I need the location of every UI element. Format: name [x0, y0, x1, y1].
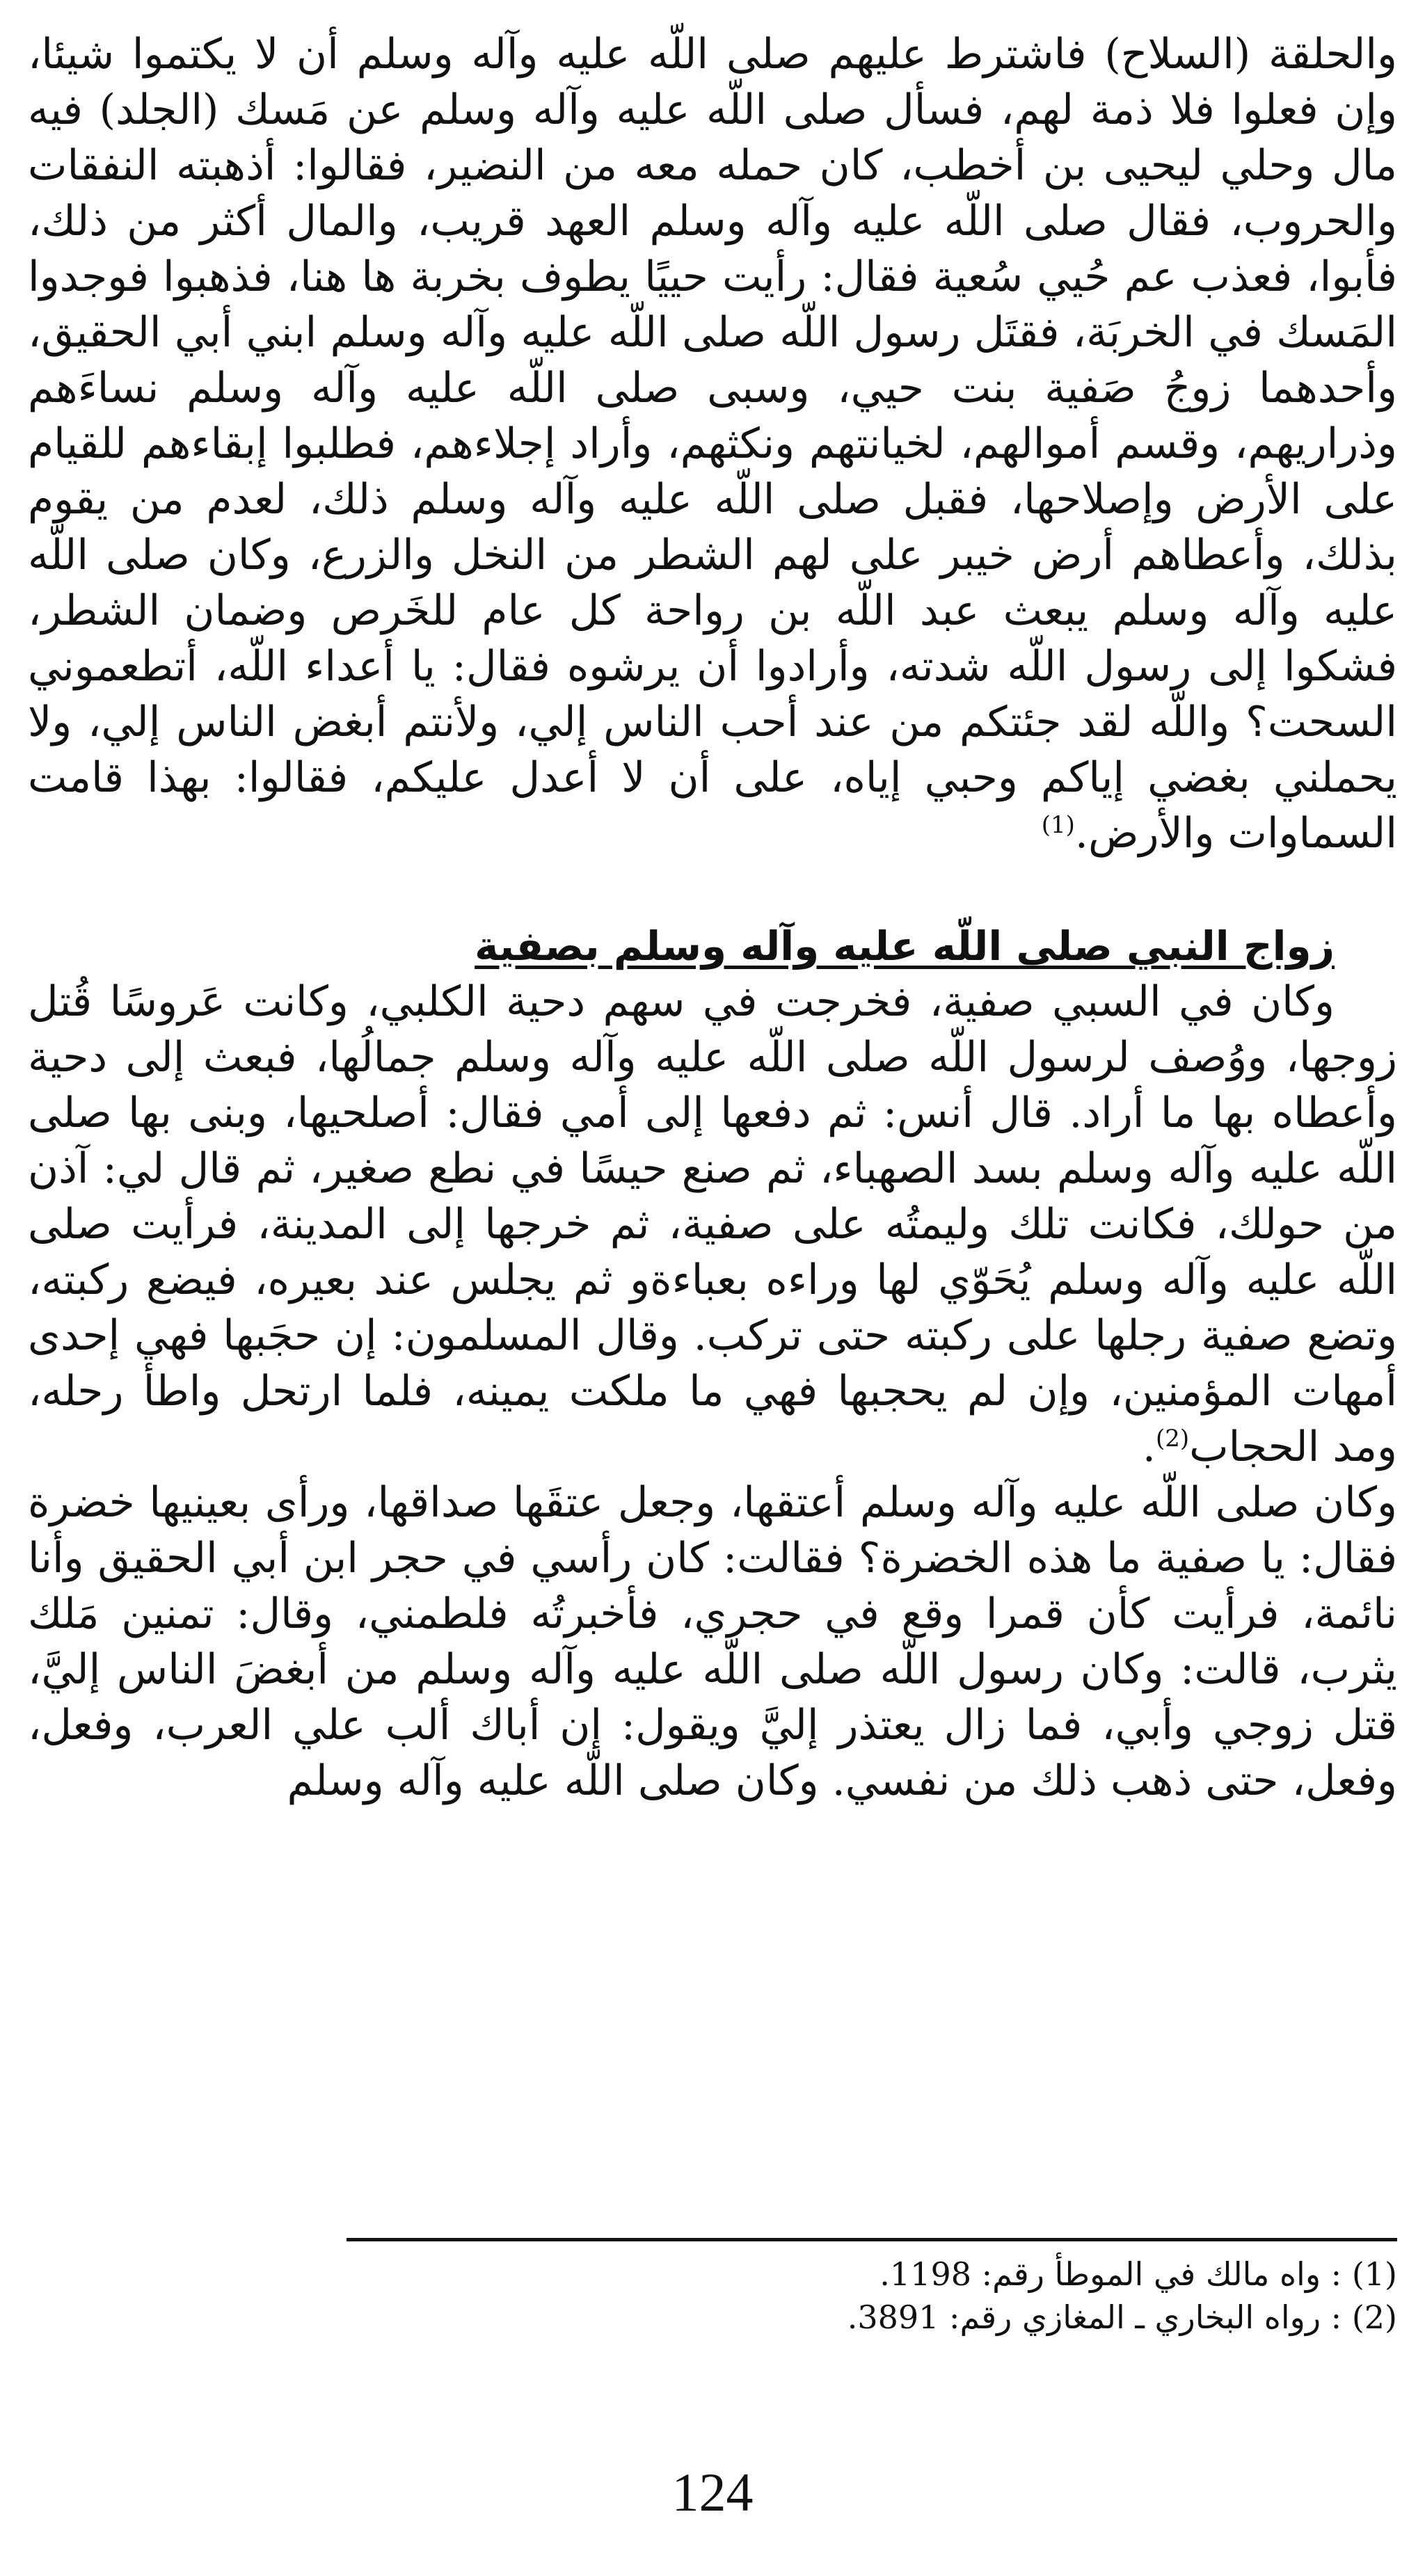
footnotes [347, 2253, 1397, 2339]
body-paragraph [28, 1475, 1397, 1809]
paragraph-text: وكان في السبي صفية، فخرجت في سهم دحية الكلبي، وكانت عَروسًا قُتل زوجها، ووُصف لرسول اللّه صلى اللّه عليه وآله وسلم جمالُها، فبعث إلى دحية وأعطاه بها ما أراد. قال أنس: ثم دفعها إلى أمي فقال: أصلحيها، وبنى بها صلى اللّه عليه وآله وسلم بسد الصهباء، ثم صنع حيسًا في نطع صغير، ثم قال لي: آذن من حولك، فكانت تلك وليمتُه على صفية، ثم خرجها إلى المدينة، فرأيت صلى اللّه عليه وآله وسلم يُحَوّي لها وراءه بعباءةو ثم يجلس عند بعيره، فيضع ركبته، وتضع صفية رجلها على ركبته حتى تركب. وقال المسلمون: إن حجَبها فهي إحدى أمهات المؤمنين، وإن لم يحجبها فهي ما ملكت يمينه، فلما ارتحل واطأ رحله، ومد الحجاب [28, 977, 1397, 1471]
footnote-text: : رواه البخاري ـ المغازي رقم: 3891. [847, 2298, 1342, 2336]
footnote-reference: (1) [1041, 811, 1075, 839]
body-paragraph: وكان في السبي صفية، فخرجت في سهم دحية الكلبي، وكانت عَروسًا قُتل زوجها، ووُصف لرسول اللّه صلى اللّه عليه وآله وسلم جمالُها، فبعث إلى دحية وأعطاه بها ما أراد. قال أنس: ثم دفعها إلى أمي فقال: أصلحيها، وبنى بها صلى اللّه عليه وآله وسلم بسد الصهباء، ثم صنع حيسًا في نطع صغير، ثم قال لي: آذن من حولك، فكانت تلك وليمتُه على صفية، ثم خرجها إلى المدينة، فرأيت صلى اللّه عليه وآله وسلم يُحَوّي لها وراءه بعباءةو ثم يجلس عند بعيره، فيضع ركبته، وتضع صفية رجلها على ركبته حتى تركب. وقال المسلمون: إن حجَبها فهي إحدى أمهات المؤمنين، وإن لم يحجبها فهي ما ملكت يمينه، فلما ارتحل واطأ رحله، ومد الحجاب$^{(2)}$. [28, 977, 1397, 1471]
footnote-reference: (2) [1155, 1425, 1190, 1453]
footnote-text: : واه مالك في الموطأ رقم: 1198. [879, 2255, 1342, 2293]
footnote-marker: (1) [1351, 2255, 1397, 2293]
footnote [347, 2253, 1397, 2296]
paragraph-text: وكان صلى اللّه عليه وآله وسلم أعتقها، وجعل عتقَها صداقها، ورأى بعينيها خضرة فقال: يا صفية ما هذه الخضرة؟ فقالت: كان رأسي في حجر ابن أبي الحقيق وأنا نائمة، فرأيت كأن قمرا وقع في حجري، فأخبرتُه فلطمني، وقال: تمنين مَلك يثرب، قالت: وكان رسول اللّه صلى اللّه عليه وآله وسلم من أبغضَ الناس إليَّ، قتل زوجي وأبي، فما زال يعتذر إليَّ ويقول: إن أباك ألب علي العرب، وفعل، وفعل، حتى ذهب ذلك من نفسي. وكان صلى اللّه عليه وآله وسلم [28, 1478, 1397, 1805]
footnote-marker: (2) [1351, 2298, 1397, 2336]
body-paragraph [28, 26, 1397, 861]
footnote [347, 2296, 1397, 2339]
page-number: 124 [671, 2462, 754, 2522]
paragraph-text: والحلقة (السلاح) فاشترط عليهم صلى اللّه عليه وآله وسلم أن لا يكتموا شيئا، وإن فعلوا فلا ذمة لهم، فسأل صلى اللّه عليه وآله وسلم عن مَسك (الجلد) فيه مال وحلي ليحيى بن أخطب، كان حمله معه من النضير، فقالوا: أذهبته النفقات والحروب، فقال صلى اللّه عليه وآله وسلم العهد قريب، والمال أكثر من ذلك، فأبوا، فعذب عم حُيي سُعية فقال: رأيت حييًا يطوف بخربة ها هنا، فذهبوا فوجدوا المَسك في الخربَة، فقتَل رسول اللّه صلى اللّه عليه وآله وسلم ابني أبي الحقيق، وأحدهما زوجُ صَفية بنت حيي، وسبى صلى اللّه عليه وآله وسلم نساءَهم وذراريهم، وقسم أموالهم، لخيانتهم ونكثهم، وأراد إجلاءهم، فطلبوا إبقاءهم للقيام على الأرض وإصلاحها، فقبل صلى اللّه عليه وآله وسلم ذلك، لعدم من يقوم بذلك، وأعطاهم أرض خيبر على لهم الشطر من النخل والزرع، وكان صلى اللّه عليه وآله وسلم يبعث عبد اللّه بن رواحة كل عام للخَرص وضمان الشطر، فشكوا إلى رسول اللّه شدته، وأرادوا أن يرشوه فقال: يا أعداء اللّه، أتطعموني السحت؟ واللّه لقد جئتكم من عند أحب الناس إلي، ولأنتم أبغض الناس إلي، ولا يحملني بغضي إياكم وحبي إياه، على أن لا أعدل عليكم، فقالوا: بهذا قامت السماوات والأرض. [28, 30, 1397, 858]
footnote-divider [347, 2238, 1397, 2241]
section-heading: زواج النبي صلى اللّه عليه وآله وسلم بصفية [475, 922, 1335, 970]
